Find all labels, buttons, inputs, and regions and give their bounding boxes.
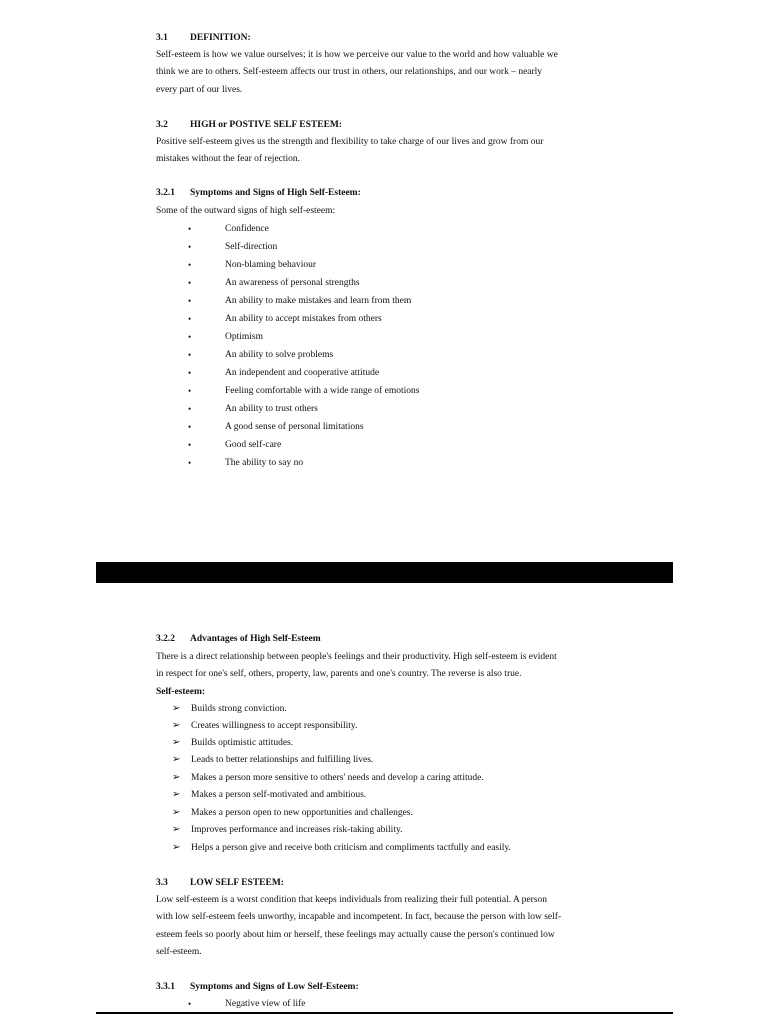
bullet-icon: • (188, 440, 192, 450)
advantages-paragraph (156, 649, 613, 684)
section-title: LOW SELF ESTEEM: (190, 878, 284, 888)
signs-intro: Some of the outward signs of high self-esteem: (156, 206, 336, 216)
paragraph-line: think we are to others. Self-esteem affects our trust in others, our relationships, and our work – nearly (156, 67, 543, 78)
section-number: 3.3.1 (156, 982, 175, 992)
heading-3-2-1 (156, 188, 361, 198)
arrow-bullet-icon: ➢ (172, 807, 181, 818)
heading-3-2-2 (156, 634, 321, 644)
section-title: Symptoms and Signs of High Self-Esteem: (190, 188, 361, 198)
arrow-bullet-icon: ➢ (172, 703, 181, 714)
arrow-bullet-icon: ➢ (172, 737, 181, 748)
section-number: 3.2.1 (156, 188, 175, 198)
paragraph-line: There is a direct relationship between people's feelings and their productivity. High self-esteem is evident (156, 652, 557, 662)
paragraph-line: every part of our lives. (156, 84, 243, 95)
section-number: 3.3 (156, 878, 168, 888)
bullet-icon: • (188, 404, 192, 414)
paragraph-line: Self-esteem is how we value ourselves; it is how we perceive our value to the world and how valuable we (156, 50, 558, 60)
heading-3-3-1 (156, 982, 359, 992)
low-self-esteem-paragraph (156, 892, 613, 961)
bullet-icon: • (188, 332, 192, 342)
section-title: HIGH or POSTIVE SELF ESTEEM: (190, 120, 343, 130)
bullet-icon: • (188, 422, 192, 432)
section-title: Advantages of High Self-Esteem (190, 634, 321, 644)
bullet-icon: • (188, 999, 192, 1009)
section-title: Symptoms and Signs of Low Self-Esteem: (190, 982, 359, 992)
bullet-icon: • (188, 386, 192, 396)
bullet-icon: • (188, 224, 192, 234)
paragraph-line: self-esteem. (156, 946, 202, 957)
heading-3-1 (156, 33, 251, 43)
section-title: DEFINITION: (190, 33, 251, 43)
section-number: 3.2 (156, 120, 168, 130)
heading-3-2 (156, 120, 343, 130)
bullet-icon: • (188, 314, 192, 324)
bullet-icon: • (188, 278, 192, 288)
bullet-icon: • (188, 368, 192, 378)
paragraph-line: Positive self-esteem gives us the strength and flexibility to take charge of our lives and grow from our (156, 137, 544, 147)
arrow-bullet-icon: ➢ (172, 842, 181, 853)
paragraph-line: esteem feels so poorly about him or herself, these feelings may actually cause the person's continued low (156, 929, 555, 940)
arrow-bullet-icon: ➢ (172, 789, 181, 800)
bullet-icon: • (188, 458, 192, 468)
page-bottom-rule (96, 1012, 673, 1014)
arrow-bullet-icon: ➢ (172, 824, 181, 835)
definition-paragraph (156, 47, 613, 99)
paragraph-line: in respect for one's self, others, property, law, parents and one's country. The reverse is also true. (156, 669, 522, 680)
heading-3-3 (156, 878, 284, 888)
section-number: 3.1 (156, 33, 168, 43)
page-separator (96, 562, 673, 583)
bullet-icon: • (188, 242, 192, 252)
section-number: 3.2.2 (156, 634, 175, 644)
arrow-bullet-icon: ➢ (172, 754, 181, 765)
arrow-bullet-icon: ➢ (172, 772, 181, 783)
bullet-icon: • (188, 260, 192, 270)
paragraph-line: mistakes without the fear of rejection. (156, 154, 301, 165)
positive-self-esteem-paragraph (156, 134, 613, 169)
arrow-bullet-icon: ➢ (172, 720, 181, 731)
self-esteem-subheading: Self-esteem: (156, 687, 206, 697)
bullet-icon: • (188, 296, 192, 306)
bullet-icon: • (188, 350, 192, 360)
paragraph-line: with low self-esteem feels unworthy, incapable and incompetent. In fact, because the person with low self- (156, 912, 562, 923)
paragraph-line: Low self-esteem is a worst condition that keeps individuals from realizing their full potential. A person (156, 895, 547, 905)
